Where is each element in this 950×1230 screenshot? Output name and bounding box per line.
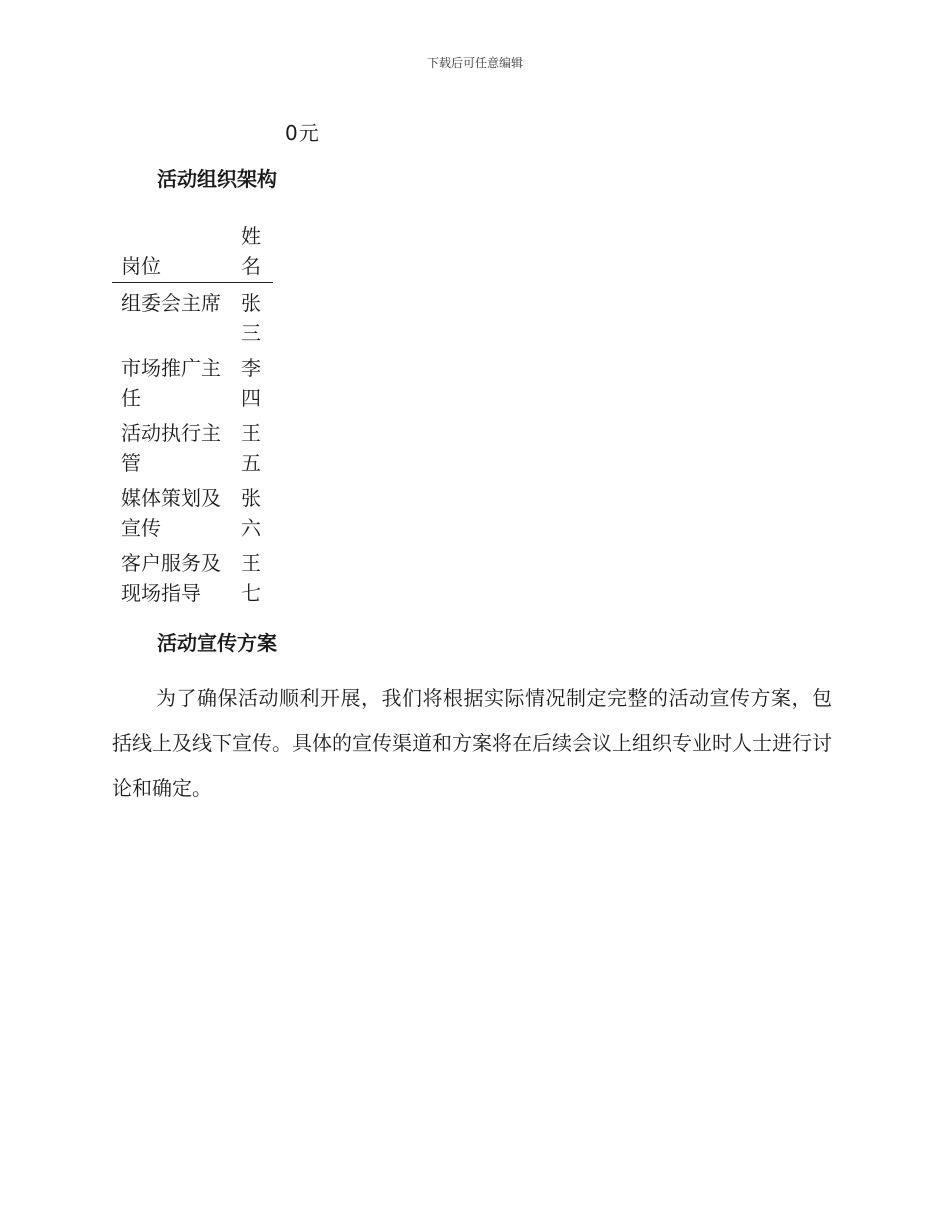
role-cell: 媒体策划及宣传: [121, 486, 221, 540]
org-table: [112, 221, 273, 608]
role-cell: 组委会主席: [121, 291, 221, 315]
promo-paragraph: 为了确保活动顺利开展，我们将根据实际情况制定完整的活动宣传方案，包括线上及线下宣传。具体的宣传渠道和方案将在后续会议上组织专业时人士进行讨论和确定。: [112, 686, 832, 800]
page-header-note: 下载后可任意编辑: [426, 56, 523, 70]
name-cell: 王五: [241, 421, 261, 475]
org-section-title: 活动组织架构: [157, 167, 277, 191]
name-cell: 张六: [241, 486, 261, 540]
table-row: [112, 348, 273, 413]
org-table-header-row: [112, 221, 273, 283]
role-cell: 客户服务及现场指导: [121, 551, 221, 605]
header-name: 姓名: [230, 221, 273, 283]
budget-amount: 0元: [285, 121, 320, 145]
name-cell: 王七: [241, 551, 261, 605]
name-cell: 张三: [241, 291, 261, 345]
table-row: [112, 478, 273, 543]
name-cell: 李四: [241, 356, 261, 410]
table-row: [112, 413, 273, 478]
header-role: 岗位: [112, 221, 230, 283]
table-row: [112, 283, 273, 349]
role-cell: 市场推广主任: [121, 356, 221, 410]
table-row: [112, 543, 273, 608]
role-cell: 活动执行主管: [121, 421, 221, 475]
promo-section-title: 活动宣传方案: [157, 631, 277, 655]
